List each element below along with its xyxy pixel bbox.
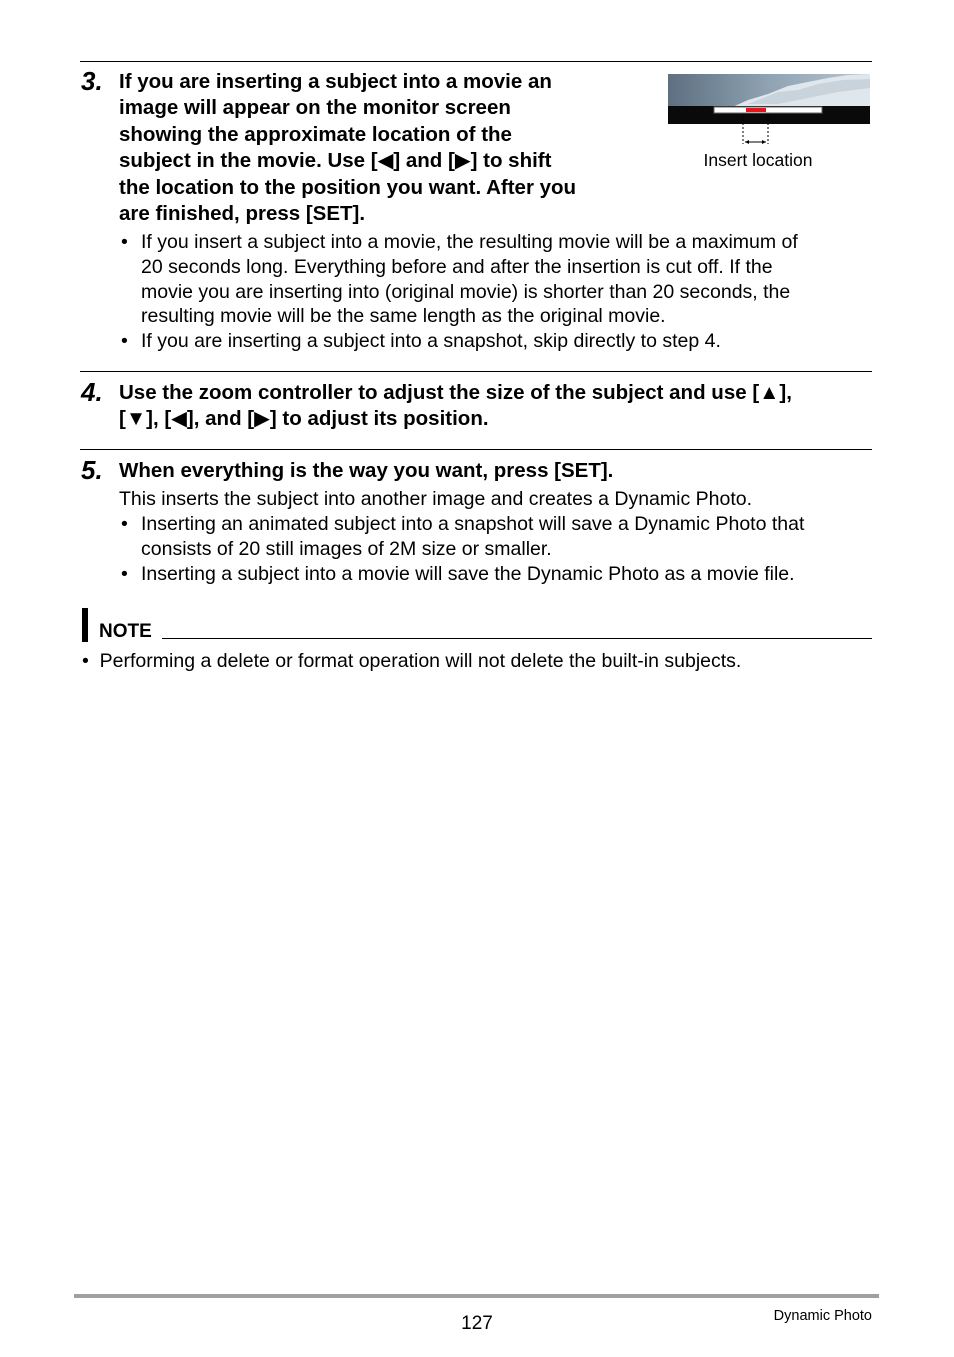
note-rule — [162, 638, 872, 639]
note-text: Performing a delete or format operation will not delete the built-in subjects. — [99, 650, 742, 672]
bullet-line: Inserting an animated subject into a snapshot will save a Dynamic Photo that — [141, 513, 805, 535]
step-5-bullet-list — [119, 512, 804, 586]
step-3-title-line: If you are inserting a subject into a movie an — [119, 70, 552, 93]
step-4-number: 4. — [81, 377, 103, 407]
step-4-title — [119, 380, 792, 433]
section-name: Dynamic Photo — [773, 1308, 872, 1324]
list-item — [119, 329, 798, 354]
bullet-line: Inserting a subject into a movie will save the Dynamic Photo as a movie file. — [141, 562, 795, 585]
bullet-glyph: • — [82, 650, 89, 672]
step-5-number: 5. — [81, 455, 103, 485]
step-3-title-line: are finished, press [SET]. — [119, 202, 366, 226]
step-3-title-line: showing the approximate location of the — [119, 122, 512, 146]
step-5-title-line: When everything is the way you want, press [SET]. — [119, 459, 614, 482]
bullet-line: 20 seconds long. Everything before and after the insertion is cut off. If the — [141, 255, 773, 278]
insert-location-caption: Insert location — [703, 150, 813, 170]
bullet-glyph: • — [121, 330, 128, 353]
list-item — [119, 562, 804, 587]
bullet-line: If you insert a subject into a movie, the resulting movie will be a maximum of — [141, 231, 798, 253]
step-4-title-line: [▼], [◀], and [▶] to adjust its position. — [119, 407, 489, 431]
bullet-glyph: • — [121, 562, 128, 585]
list-item — [119, 512, 804, 562]
step-4-title-line: Use the zoom controller to adjust the size of the subject and use [▲], — [119, 381, 792, 404]
step-5-top-rule — [80, 449, 872, 450]
step-3-number: 3. — [81, 66, 103, 96]
bullet-glyph: • — [121, 231, 128, 253]
page-number: 127 — [461, 1313, 493, 1334]
step-3-title-line: image will appear on the monitor screen — [119, 96, 511, 120]
step-3-bullet-list — [119, 230, 798, 354]
step-3-top-rule — [80, 61, 872, 62]
bullet-glyph: • — [121, 513, 128, 535]
bullet-line: resulting movie will be the same length as the original movie. — [141, 305, 666, 328]
bullet-line: If you are inserting a subject into a snapshot, skip directly to step 4. — [141, 330, 721, 353]
bullet-line: movie you are inserting into (original movie) is shorter than 20 seconds, the — [141, 280, 791, 303]
step-3-title — [119, 69, 576, 227]
step-4-top-rule — [80, 371, 872, 372]
step-3-title-line: the location to the position you want. After you — [119, 175, 577, 199]
note-marker-bar — [82, 608, 88, 642]
footer-rule — [74, 1294, 879, 1298]
note-label: NOTE — [99, 621, 152, 642]
insert-location-screen-image — [668, 74, 870, 124]
note-bullet — [82, 649, 741, 674]
step-3-title-line: subject in the movie. Use [◀] and [▶] to shift — [119, 149, 552, 173]
step-5-description: This inserts the subject into another image and creates a Dynamic Photo. — [119, 488, 752, 510]
step-5-title — [119, 458, 613, 484]
bullet-line: consists of 20 still images of 2M size or smaller. — [141, 537, 552, 560]
list-item — [119, 230, 798, 329]
